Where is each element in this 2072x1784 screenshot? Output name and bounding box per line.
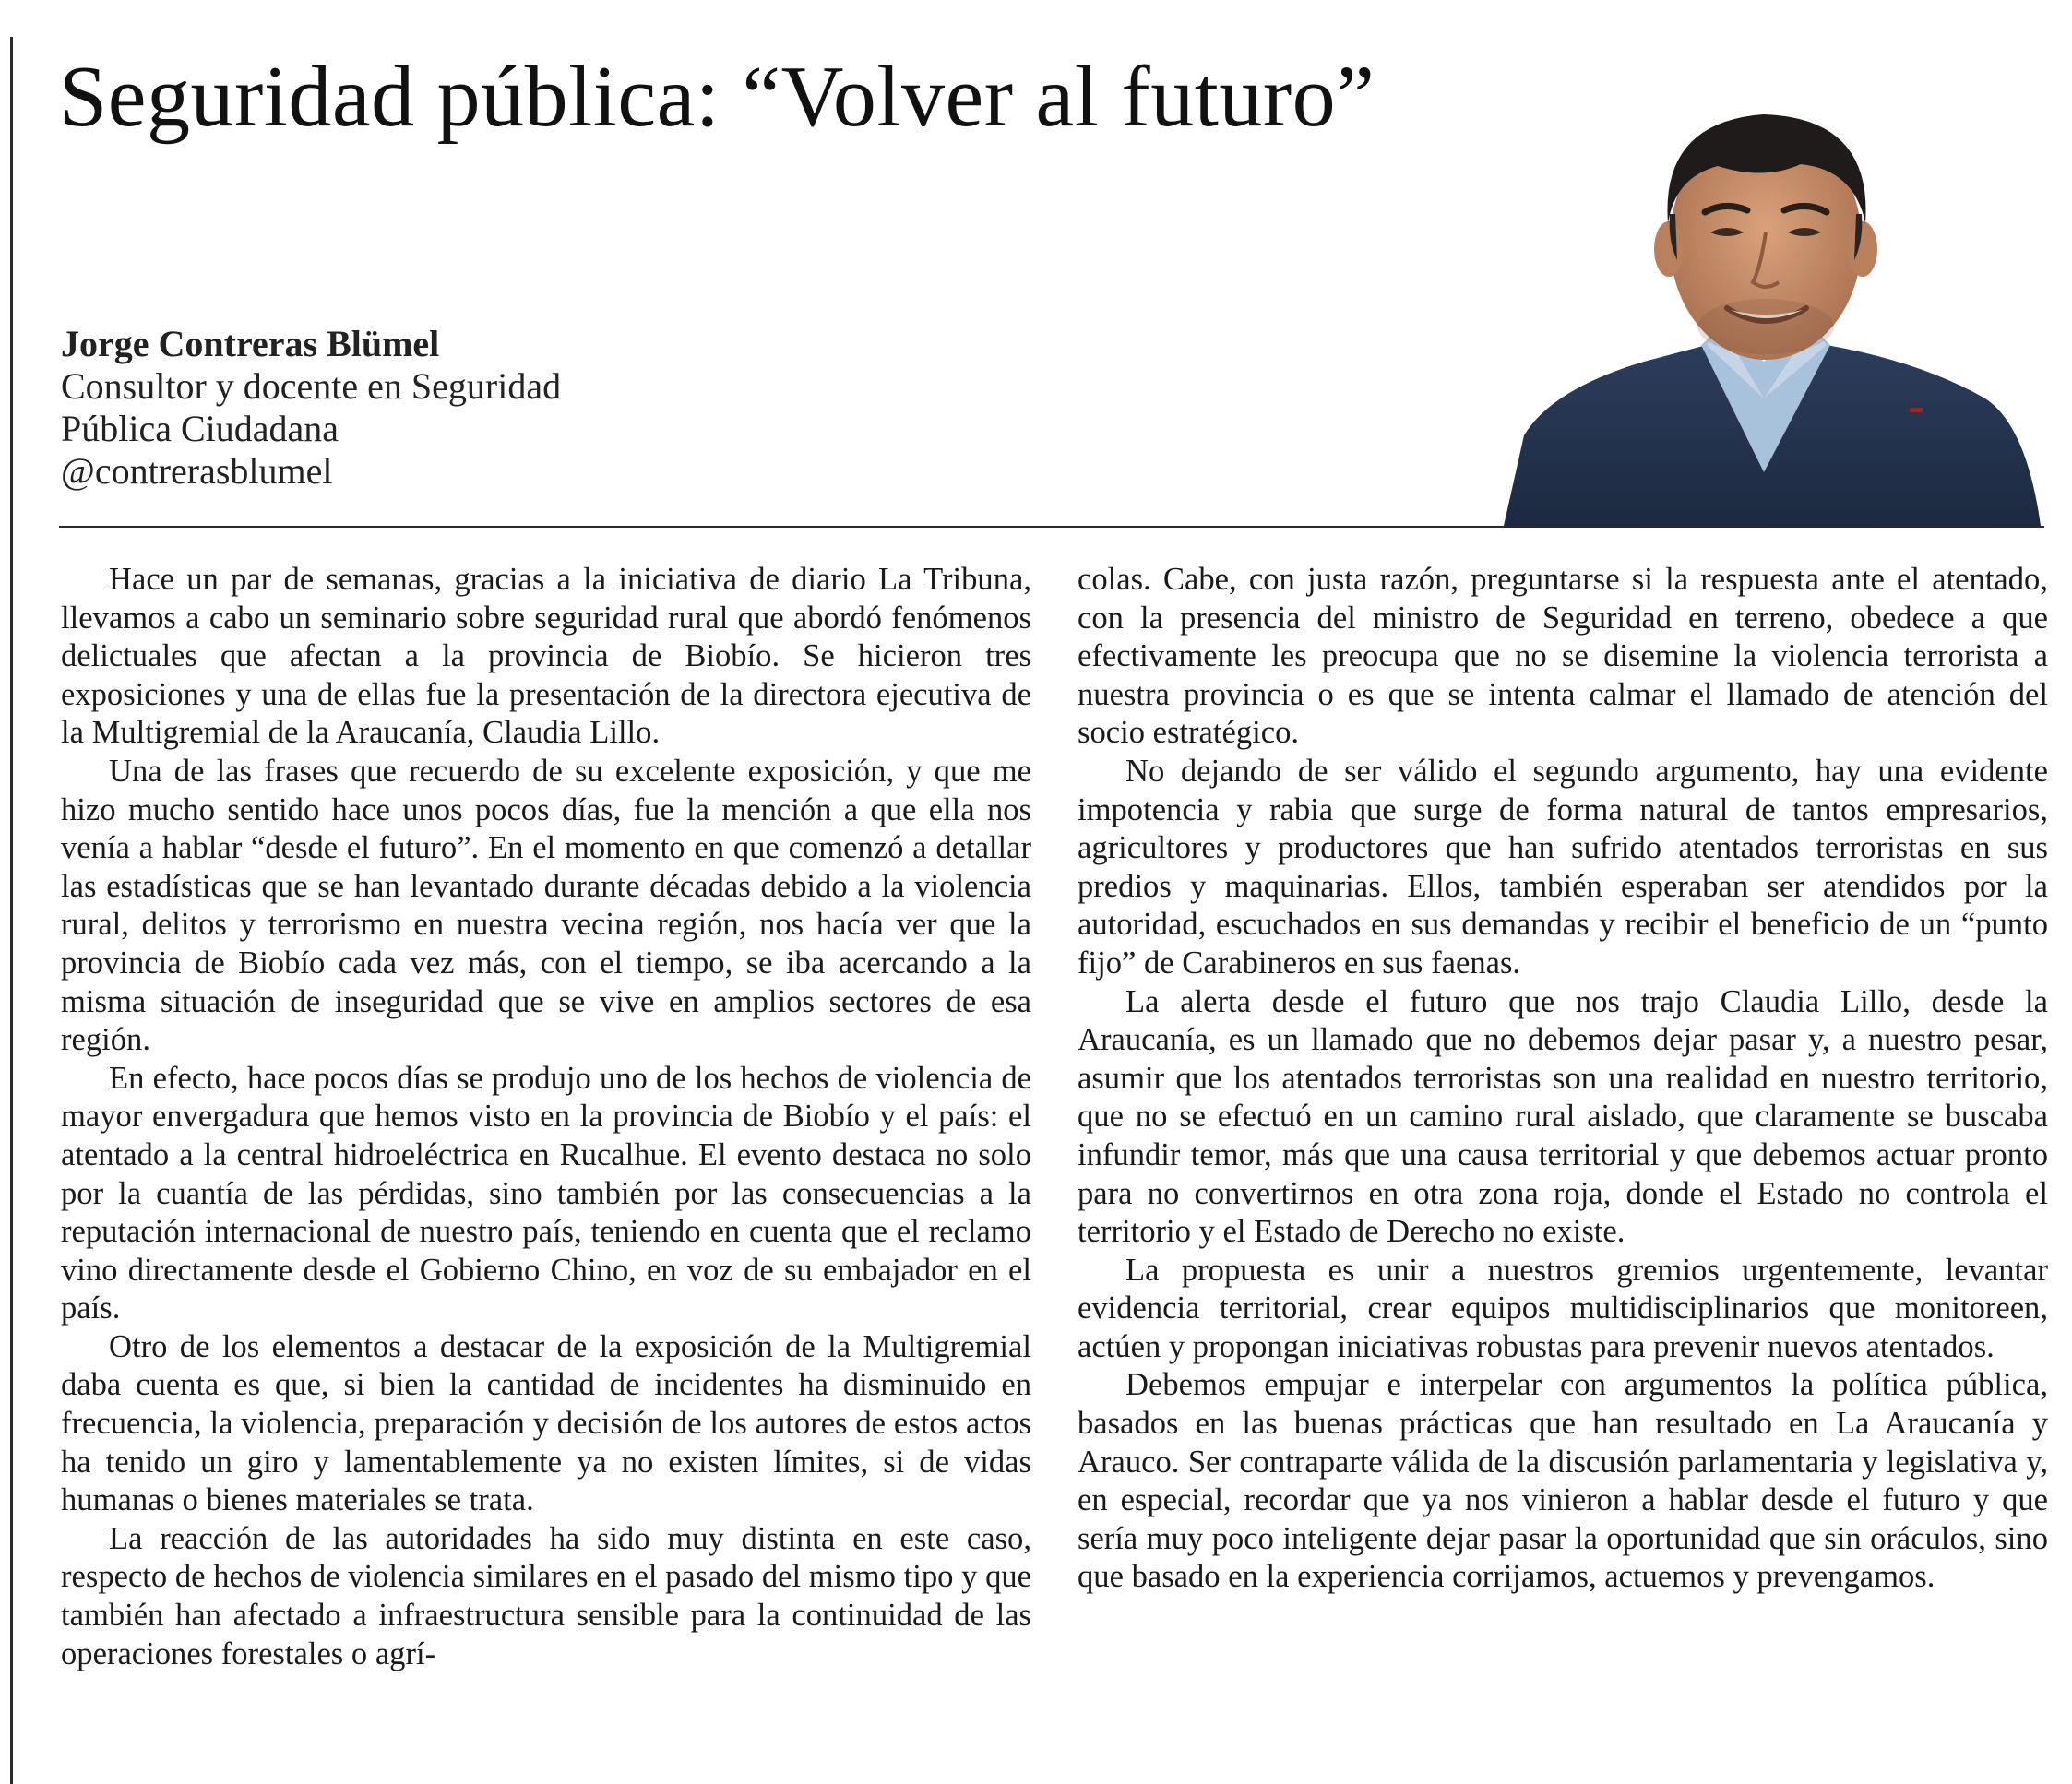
paragraph: No dejando de ser válido el segundo argumento, hay una evidente impotencia y rabia que surge de forma natural de tantos empresarios, agricultores y productores que han sufrido atentados terroristas en sus predios y maquinarias. Ellos, también esperaban ser atendidos por la autoridad, escuchados en sus demandas y recibir el beneficio de un “punto fijo” de Carabineros en sus faenas.: [1078, 753, 2048, 981]
author-handle: @contrerasblumel: [61, 450, 333, 492]
author-portrait-icon: [1487, 85, 2046, 526]
author-role-cont: Pública Ciudadana: [61, 408, 339, 449]
author-photo: [1487, 85, 2046, 526]
paragraph: La alerta desde el futuro que nos trajo Claudia Lillo, desde la Araucanía, es un llamado que no debemos dejar pasar y, a nuestro pesar, asumir que los atentados terroristas son una realidad en nuestro territorio, que no se efectuó en un camino rural aislado, que claramente se buscaba infundir temor, más que una causa territorial y que debemos actuar pronto para no convertirnos en otra zona roja, donde el Estado no controla el territorio y el Estado de Derecho no existe.: [1078, 983, 2048, 1250]
article-column-right: [1078, 561, 2048, 1760]
paragraph: La reacción de las autoridades ha sido muy distinta en este caso, respecto de hechos de violencia similares en el pasado del mismo tipo y que también han afectado a infraestructura sensible para la continuidad de las operaciones forestales o agrí-: [61, 1520, 1031, 1671]
author-role: Consultor y docente en Seguridad: [61, 365, 562, 407]
paragraph: En efecto, hace pocos días se produjo uno de los hechos de violencia de mayor envergadura que hemos visto en la provincia de Biobío y el país: el atentado a la central hidroeléctrica en Rucalhue. El evento destaca no solo por la cuantía de las pérdidas, sino también por las consecuencias a la reputación internacional de nuestro país, teniendo en cuenta que el reclamo vino directamente desde el Gobierno Chino, en voz de su embajador en el país.: [61, 1060, 1031, 1326]
paragraph: Debemos empujar e interpelar con argumentos la política pública, basados en las buenas prácticas que han resultado en La Araucanía y Arauco. Ser contraparte válida de la discusión parlamentaria y legislativa y, en especial, recordar que ya nos vinieron a hablar desde el futuro y que sería muy poco inteligente dejar pasar la oportunidad que sin oráculos, sino que basado en la experiencia corrijamos, actuemos y prevengamos.: [1078, 1367, 2048, 1595]
header-divider: [59, 526, 2044, 528]
paragraph: Hace un par de semanas, gracias a la iniciativa de diario La Tribuna, llevamos a cabo un seminario sobre seguridad rural que abordó fenómenos delictuales que afectan a la provincia de Biobío. Se hicieron tres exposiciones y una de ellas fue la presentación de la directora ejecutiva de la Multigremial de la Araucanía, Claudia Lillo.: [61, 562, 1031, 751]
left-margin-rule: [10, 37, 13, 1784]
paragraph: La propuesta es unir a nuestros gremios urgentemente, levantar evidencia territorial, crear equipos multidisciplinarios que monitoreen, actúen y propongan iniciativas robustas para prevenir nuevos atentados.: [1078, 1252, 2048, 1364]
article-column-left: [61, 561, 1031, 1760]
paragraph-continuation: colas. Cabe, con justa razón, preguntarse si la respuesta ante el atentado, con la presencia del ministro de Seguridad en terreno, obedece a que efectivamente les preocupa que no se disemine la violencia terrorista a nuestra provincia o es que se intenta calmar el llamado de atención del socio estratégico.: [1078, 562, 2048, 751]
author-name: Jorge Contreras Blümel: [61, 323, 440, 364]
paragraph: Una de las frases que recuerdo de su excelente exposición, y que me hizo mucho sentido hace unos pocos días, fue la mención a que ella nos venía a hablar “desde el futuro”. En el momento en que comenzó a detallar las estadísticas que se han levantado durante décadas debido a la violencia rural, delitos y terrorismo en nuestra vecina región, nos hacía ver que la provincia de Biobío cada vez más, con el tiempo, se iba acercando a la misma situación de inseguridad que se vive en amplios sectores de esa región.: [61, 753, 1031, 1058]
paragraph: Otro de los elementos a destacar de la exposición de la Multigremial daba cuenta es que, si bien la cantidad de incidentes ha disminuido en frecuencia, la violencia, preparación y decisión de los autores de estos actos ha tenido un giro y lamentablemente ya no existen límites, si de vidas humanas o bienes materiales se trata.: [61, 1328, 1031, 1518]
author-byline: [61, 323, 891, 493]
article-title: Seguridad pública: “Volver al futuro”: [59, 49, 1375, 145]
